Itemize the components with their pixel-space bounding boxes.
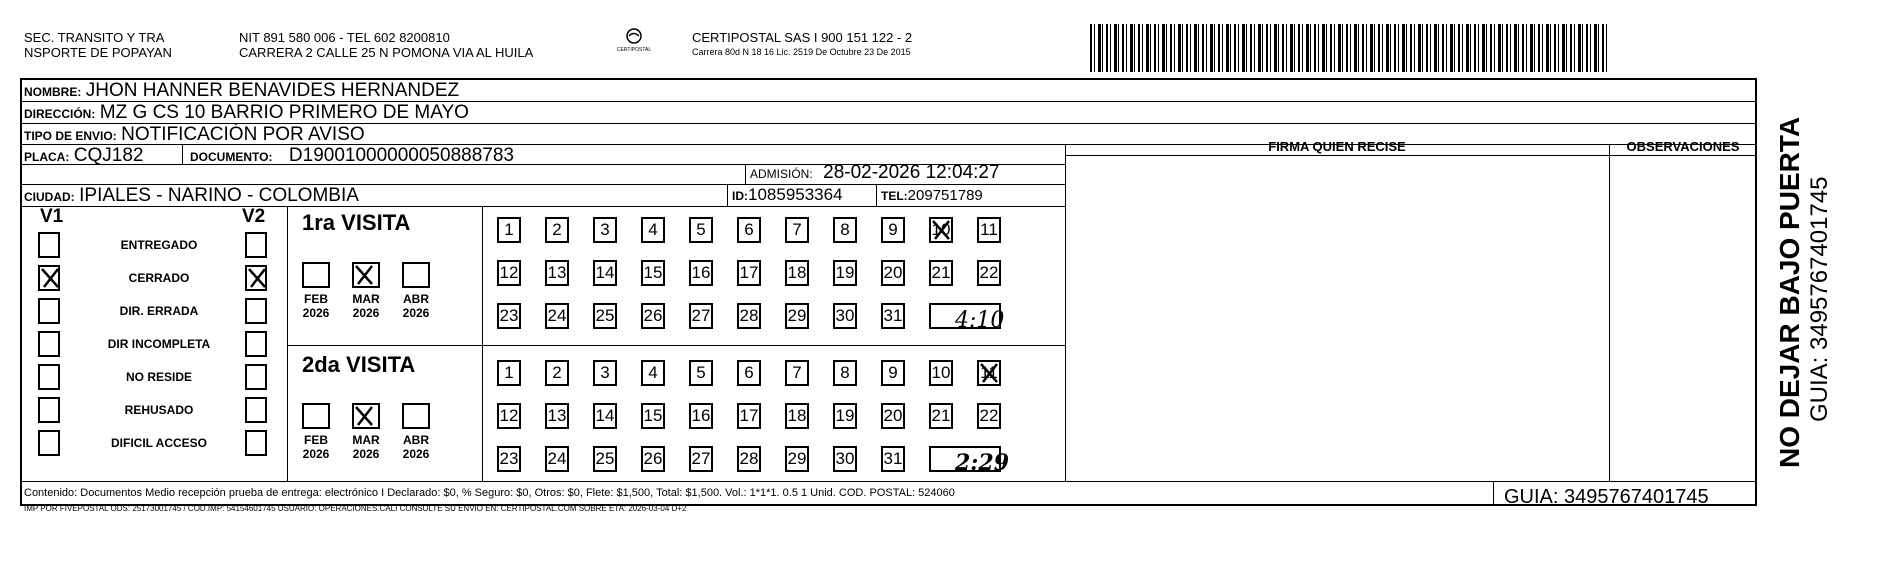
day-box[interactable]: 15	[641, 260, 665, 286]
tipo-row	[24, 124, 365, 146]
placa-row	[24, 145, 143, 167]
side-guia: GUIA: 3495767401745	[1806, 176, 1833, 422]
footer-guia: GUIA: 3495767401745	[1504, 486, 1709, 508]
status-label: REHUSADO	[124, 403, 194, 417]
day-box[interactable]: 18	[785, 403, 809, 429]
direccion-label: DIRECCIÓN:	[24, 107, 96, 121]
observations-area[interactable]	[1610, 157, 1756, 480]
day-box[interactable]: 25	[593, 303, 617, 329]
admision-value: 28-02-2026 12:04:27	[823, 162, 1000, 183]
check-mark-icon	[931, 219, 951, 241]
v1-checkbox[interactable]	[38, 364, 60, 390]
contenido-text: Contenido: Documentos Medio recepción prueba de entrega: electrónico I Declarado: $0, % Seguro: $0, Otros: $0, Flete: $1,500, Total: $1,500. Vol.: 1*1*1. 0.5 1 Unid. COD. POSTAL: 524060	[24, 487, 955, 499]
tipo-value: NOTIFICACIÓN POR AVISO	[121, 124, 365, 145]
month-label	[396, 292, 436, 320]
signature-area[interactable]	[1066, 157, 1608, 480]
v2-label: V2	[242, 206, 266, 227]
day-box[interactable]: 22	[977, 403, 1001, 429]
day-box[interactable]: 9	[881, 217, 905, 243]
check-mark-icon	[979, 362, 999, 384]
day-box[interactable]: 19	[833, 403, 857, 429]
month-checkbox[interactable]	[402, 262, 430, 288]
documento-value: D19001000000050888783	[288, 145, 514, 166]
month-year: 2026	[352, 447, 380, 461]
day-box[interactable]: 24	[545, 446, 569, 472]
day-box[interactable]: 16	[689, 403, 713, 429]
day-box[interactable]: 4	[641, 360, 665, 386]
documento-label: DOCUMENTO:	[190, 150, 273, 164]
day-box[interactable]: 29	[785, 446, 809, 472]
day-box[interactable]: 30	[833, 303, 857, 329]
day-box[interactable]: 2	[545, 217, 569, 243]
day-box[interactable]: 23	[497, 446, 521, 472]
sender-contact	[239, 30, 533, 60]
status-label: DIR INCOMPLETA	[107, 337, 211, 351]
day-box[interactable]: 19	[833, 260, 857, 286]
first-visit-time: 4:10	[955, 308, 1005, 333]
v1-checkbox[interactable]	[38, 265, 60, 291]
day-box[interactable]: 28	[737, 446, 761, 472]
day-box[interactable]: 6	[737, 360, 761, 386]
day-box[interactable]: 9	[881, 360, 905, 386]
sender-line-1: SEC. TRANSITO Y TRA	[24, 30, 165, 45]
tel-field	[881, 187, 983, 205]
ciudad-value: IPIALES - NARINO - COLOMBIA	[79, 185, 359, 206]
day-box[interactable]: 3	[593, 217, 617, 243]
tipo-label: TIPO DE ENVIO:	[24, 129, 117, 143]
month-year: 2026	[302, 447, 330, 461]
day-box[interactable]: 7	[785, 217, 809, 243]
id-label: ID:	[732, 189, 748, 203]
day-box[interactable]: 27	[689, 303, 713, 329]
day-box[interactable]: 16	[689, 260, 713, 286]
ciudad-row	[24, 185, 359, 207]
day-box[interactable]: 7	[785, 360, 809, 386]
v1-label: V1	[40, 206, 64, 227]
status-label: ENTREGADO	[120, 238, 198, 252]
courier-block	[692, 30, 912, 57]
courier-logo	[614, 28, 654, 53]
ciudad-label: CIUDAD:	[24, 190, 75, 204]
admision-field	[750, 162, 1000, 184]
firma-label: FIRMA QUIEN RECISE	[1268, 139, 1406, 154]
day-box[interactable]: 13	[545, 260, 569, 286]
day-box[interactable]: 29	[785, 303, 809, 329]
direccion-row	[24, 102, 469, 124]
day-box[interactable]: 14	[593, 403, 617, 429]
day-box[interactable]: 5	[689, 217, 713, 243]
day-box[interactable]: 17	[737, 403, 761, 429]
day-box[interactable]: 2	[545, 360, 569, 386]
observaciones-label: OBSERVACIONES	[1626, 139, 1740, 154]
month-year: 2026	[302, 306, 330, 320]
day-box[interactable]: 1	[497, 360, 521, 386]
tel-label: TEL:	[881, 189, 908, 203]
v1-checkbox[interactable]	[38, 232, 60, 258]
v1-checkbox[interactable]	[38, 298, 60, 324]
second-visit-title: 2da VISITA	[302, 352, 416, 377]
courier-line-1: CERTIPOSTAL SAS I 900 151 122 - 2	[692, 30, 913, 45]
address-line: CARRERA 2 CALLE 25 N POMONA VIA AL HUILA	[239, 45, 534, 60]
documento-field	[190, 145, 514, 167]
logo-text: CERTIPOSTAL	[616, 47, 652, 53]
day-box[interactable]: 20	[881, 403, 905, 429]
day-box[interactable]: 11	[977, 217, 1001, 243]
month-name: FEB	[304, 433, 328, 447]
sender-block	[24, 30, 172, 60]
day-box[interactable]: 15	[641, 403, 665, 429]
month-name: MAR	[352, 433, 380, 447]
day-box[interactable]: 10	[929, 217, 953, 243]
direccion-value: MZ G CS 10 BARRIO PRIMERO DE MAYO	[99, 102, 469, 123]
month-checkbox[interactable]	[402, 403, 430, 429]
day-box[interactable]: 6	[737, 217, 761, 243]
day-box[interactable]: 3	[593, 360, 617, 386]
day-box[interactable]: 31	[881, 303, 905, 329]
day-box[interactable]: 8	[833, 217, 857, 243]
placa-value: CQJ182	[73, 145, 144, 166]
month-name: ABR	[403, 433, 429, 447]
day-box[interactable]: 18	[785, 260, 809, 286]
day-box[interactable]: 4	[641, 217, 665, 243]
first-visit-title: 1ra VISITA	[302, 210, 411, 235]
month-year: 2026	[352, 306, 380, 320]
day-box[interactable]: 21	[929, 260, 953, 286]
admision-label: ADMISIÓN:	[750, 167, 813, 181]
status-label: CERRADO	[128, 271, 190, 285]
day-box[interactable]: 26	[641, 446, 665, 472]
second-visit-time: 2:29	[955, 450, 1010, 476]
status-label: NO RESIDE	[125, 370, 192, 384]
day-box[interactable]: 17	[737, 260, 761, 286]
nit-line: NIT 891 580 006 - TEL 602 8200810	[239, 30, 450, 45]
month-year: 2026	[402, 306, 430, 320]
day-box[interactable]: 31	[881, 446, 905, 472]
barcode	[1090, 24, 1610, 72]
month-checkbox[interactable]	[352, 403, 380, 429]
v1-checkbox[interactable]	[38, 331, 60, 357]
day-box[interactable]: 28	[737, 303, 761, 329]
v1-checkbox[interactable]	[38, 397, 60, 423]
month-checkbox[interactable]	[302, 262, 330, 288]
courier-line-2: Carrera 80d N 18 16 Lic. 2519 De Octubre 23 De 2015	[692, 47, 911, 57]
status-label: DIR. ERRADA	[119, 304, 199, 318]
day-box[interactable]: 13	[545, 403, 569, 429]
day-box[interactable]: 24	[545, 303, 569, 329]
check-mark-icon	[354, 264, 374, 286]
day-box[interactable]: 20	[881, 260, 905, 286]
side-warning: NO DEJAR BAJO PUERTA	[1774, 116, 1805, 468]
day-box[interactable]: 26	[641, 303, 665, 329]
nombre-label: NOMBRE:	[24, 85, 82, 99]
day-box[interactable]: 14	[593, 260, 617, 286]
day-box[interactable]: 22	[977, 260, 1001, 286]
day-box[interactable]: 11	[977, 360, 1001, 386]
check-mark-icon	[354, 405, 374, 427]
month-label	[396, 433, 436, 461]
nombre-value: JHON HANNER BENAVIDES HERNANDEZ	[85, 80, 460, 101]
month-year: 2026	[402, 447, 430, 461]
nombre-row	[24, 80, 459, 102]
month-checkbox[interactable]	[352, 262, 380, 288]
day-box[interactable]: 23	[497, 303, 521, 329]
day-box[interactable]: 25	[593, 446, 617, 472]
day-box[interactable]: 21	[929, 403, 953, 429]
day-box[interactable]: 30	[833, 446, 857, 472]
day-box[interactable]: 27	[689, 446, 713, 472]
day-box[interactable]: 1	[497, 217, 521, 243]
day-box[interactable]: 8	[833, 360, 857, 386]
month-label	[296, 292, 336, 320]
month-name: MAR	[352, 292, 380, 306]
month-label	[346, 433, 386, 461]
month-name: ABR	[403, 292, 429, 306]
imp-text: IMP POR FIVEPOSTAL ODS: 25173001745 / COD.IMP: 54154601745 USUARIO: OPERACIONES.CALI CONSULTE SU ENVIO EN: CERTIPOSTAL.COM SOBRE ETA: 2026-03-04 D+2	[24, 504, 687, 513]
id-field	[732, 185, 843, 205]
day-box[interactable]: 12	[497, 260, 521, 286]
check-mark-icon	[40, 267, 60, 289]
placa-label: PLACA:	[24, 150, 70, 164]
month-name: FEB	[304, 292, 328, 306]
day-box[interactable]: 12	[497, 403, 521, 429]
tel-value: 209751789	[907, 187, 983, 204]
sender-line-2: NSPORTE DE POPAYAN	[24, 45, 172, 60]
logo-icon	[624, 28, 644, 44]
day-box[interactable]: 10	[929, 360, 953, 386]
month-label	[296, 433, 336, 461]
day-box[interactable]: 5	[689, 360, 713, 386]
month-checkbox[interactable]	[302, 403, 330, 429]
status-label: DIFICIL ACCESO	[110, 436, 207, 450]
v1-checkbox[interactable]	[38, 430, 60, 456]
id-value: 1085953364	[748, 185, 843, 204]
month-label	[346, 292, 386, 320]
